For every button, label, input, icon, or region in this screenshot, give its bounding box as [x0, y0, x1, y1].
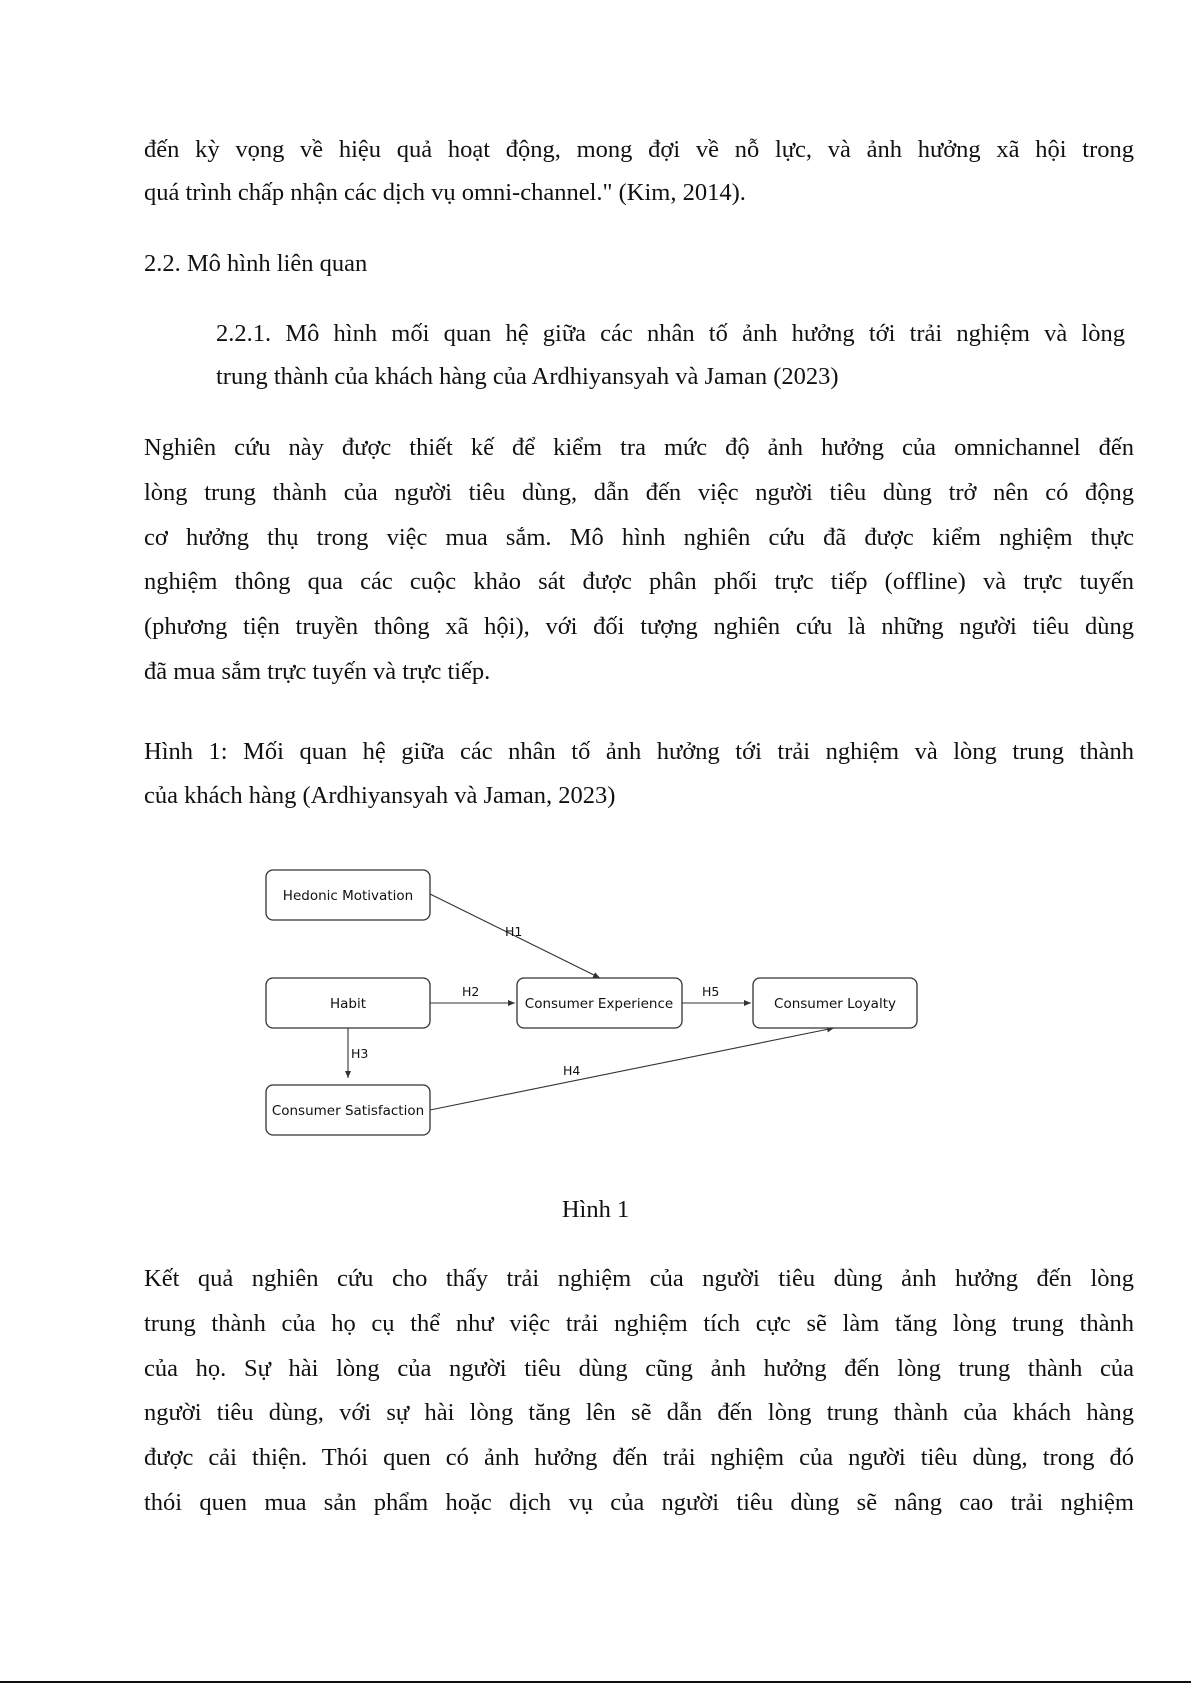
edge-h4	[430, 1028, 834, 1110]
node-label-experience: Consumer Experience	[524, 996, 674, 1012]
section-heading: 2.2. Mô hình liên quan	[144, 250, 368, 277]
edge-label-h1: H1	[505, 924, 523, 939]
research-model-diagram	[262, 866, 922, 1144]
node-consumer-experience	[517, 978, 682, 1028]
edge-label-h3: H3	[351, 1046, 369, 1061]
subsection-heading-line-2: trung thành của khách hàng của Ardhiyansyah và Jaman (2023)	[216, 363, 839, 390]
paragraph2-line-2: trung thành của họ cụ thể như việc trải nghiệm tích cực sẽ làm tăng lòng trung thành	[144, 1310, 1134, 1337]
node-label-satisfaction: Consumer Satisfaction	[271, 1103, 425, 1119]
node-consumer-loyalty	[753, 978, 917, 1028]
paragraph1-line-4: nghiệm thông qua các cuộc khảo sát được phân phối trực tiếp (offline) và trực tuyến	[144, 568, 1134, 595]
paragraph1-line-5: (phương tiện truyền thông xã hội), với đối tượng nghiên cứu là những người tiêu dùng	[144, 613, 1134, 640]
node-label-habit: Habit	[329, 996, 367, 1012]
edge-label-h2: H2	[462, 984, 480, 999]
node-consumer-satisfaction	[266, 1085, 430, 1135]
node-label-loyalty: Consumer Loyalty	[774, 996, 896, 1012]
figure-caption-line-2: của khách hàng (Ardhiyansyah và Jaman, 2023)	[144, 782, 616, 809]
paragraph2-line-4: người tiêu dùng, với sự hài lòng tăng lên sẽ dẫn đến lòng trung thành của khách hàng	[144, 1399, 1134, 1426]
intro-line-1: đến kỳ vọng về hiệu quả hoạt động, mong đợi về nỗ lực, và ảnh hưởng xã hội trong	[144, 136, 1134, 163]
intro-line-2: quá trình chấp nhận các dịch vụ omni-channel." (Kim, 2014).	[144, 179, 746, 206]
figure-caption-line-1: Hình 1: Mối quan hệ giữa các nhân tố ảnh hưởng tới trải nghiệm và lòng trung thành	[144, 738, 1134, 765]
paragraph1-line-6: đã mua sắm trực tuyến và trực tiếp.	[144, 658, 491, 685]
paragraph1-line-3: cơ hưởng thụ trong việc mua sắm. Mô hình nghiên cứu đã được kiểm nghiệm thực	[144, 524, 1134, 551]
figure-label: Hình 1	[561, 1196, 630, 1223]
footer-rule	[0, 1681, 1191, 1683]
subsection-heading-line-1: 2.2.1. Mô hình mối quan hệ giữa các nhân tố ảnh hưởng tới trải nghiệm và lòng	[216, 320, 1125, 347]
paragraph2-line-5: được cải thiện. Thói quen có ảnh hưởng đến trải nghiệm của người tiêu dùng, trong đó	[144, 1444, 1134, 1471]
node-label-hedonic: Hedonic Motivation	[282, 888, 414, 904]
paragraph2-line-6: thói quen mua sản phẩm hoặc dịch vụ của người tiêu dùng sẽ nâng cao trải nghiệm	[144, 1489, 1134, 1516]
edge-label-h4: H4	[563, 1063, 581, 1078]
paragraph2-line-1: Kết quả nghiên cứu cho thấy trải nghiệm của người tiêu dùng ảnh hưởng đến lòng	[144, 1265, 1134, 1292]
paragraph1-line-2: lòng trung thành của người tiêu dùng, dẫn đến việc người tiêu dùng trở nên có động	[144, 479, 1134, 506]
paragraph1-line-1: Nghiên cứu này được thiết kế để kiểm tra mức độ ảnh hưởng của omnichannel đến	[144, 434, 1134, 461]
paragraph2-line-3: của họ. Sự hài lòng của người tiêu dùng cũng ảnh hưởng đến lòng trung thành của	[144, 1355, 1134, 1382]
node-habit	[266, 978, 430, 1028]
node-hedonic-motivation	[266, 870, 430, 920]
edge-label-h5: H5	[702, 984, 720, 999]
